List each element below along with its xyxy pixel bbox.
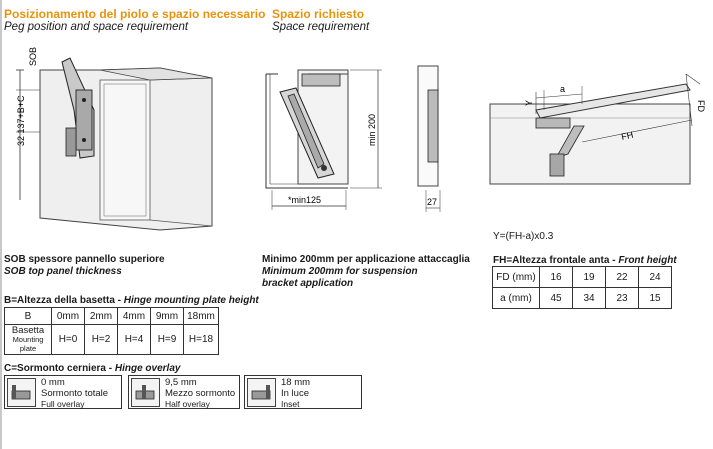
overlay-en: Inset (281, 399, 300, 409)
dim-fd-label: FD (696, 100, 706, 112)
b-header-label: B (5, 308, 52, 325)
b-header: 4mm (118, 308, 151, 325)
c-table-title: C=Sormonto cerniera - Hinge overlay (4, 363, 181, 374)
overlay-size: 9,5 mm (165, 377, 197, 388)
overlay-en: Full overlay (41, 399, 85, 409)
fh-table (492, 266, 672, 309)
b-value: H=0 (52, 325, 85, 355)
dim-27-label: 27 (427, 197, 438, 207)
peg-height-label: 32 137+B+C (16, 95, 26, 146)
b-value: H=4 (118, 325, 151, 355)
inset-icon (247, 378, 276, 407)
bracket-note-en-2: bracket application (262, 278, 354, 289)
min200-label: min 200 (367, 113, 377, 146)
b-header: 2mm (85, 308, 118, 325)
y-formula: Y=(FH-a)x0.3 (493, 231, 554, 242)
full-overlay-icon (7, 378, 36, 407)
min125-label: *min125 (288, 195, 322, 205)
b-table-title: B=Altezza della basetta - Hinge mounting plate height (4, 295, 259, 306)
fh-cell: 19 (573, 267, 606, 288)
b-value: H=2 (85, 325, 118, 355)
overlay-size: 0 mm (41, 377, 65, 388)
b-table (4, 307, 219, 355)
bracket-note-it: Minimo 200mm per applicazione attaccaglia (262, 254, 470, 265)
b-header: 18mm (184, 308, 219, 325)
heading-mid-it: Spazio richiesto (272, 7, 365, 21)
fh-cell: 22 (606, 267, 639, 288)
b-value: H=9 (151, 325, 184, 355)
fh-cell: 45 (540, 288, 573, 309)
fh-cell: 23 (606, 288, 639, 309)
overlay-size: 18 mm (281, 377, 311, 388)
bracket-note-en-1: Minimum 200mm for suspension (262, 266, 418, 277)
fh-table-row-a (493, 288, 672, 309)
heading-mid-en: Space requirement (272, 21, 370, 33)
dim-fh-label: FH (620, 129, 635, 142)
fh-row2-label: a (mm) (493, 288, 540, 309)
b-header: 9mm (151, 308, 184, 325)
fh-cell: 16 (540, 267, 573, 288)
overlay-en: Half overlay (165, 399, 210, 409)
fh-cell: 24 (639, 267, 672, 288)
fh-cell: 34 (573, 288, 606, 309)
overlay-full (4, 375, 122, 409)
space-requirement-diagram (258, 40, 458, 220)
sob-label: SOB (28, 46, 38, 66)
b-table-value-row (5, 325, 219, 355)
b-header: 0mm (52, 308, 85, 325)
front-height-diagram (486, 70, 708, 200)
overlay-it: In luce (281, 388, 309, 399)
overlay-inset (244, 375, 362, 409)
b-row-label: Basetta Mounting plate (5, 325, 52, 355)
heading-left-en: Peg position and space requirement (4, 21, 189, 33)
fh-table-row-fd (493, 267, 672, 288)
half-overlay-icon (131, 378, 160, 407)
b-value: H=18 (184, 325, 219, 355)
b-table-header-row (5, 308, 219, 325)
heading-left-it: Posizionamento del piolo e spazio necessario (4, 7, 266, 21)
peg-position-diagram (0, 40, 250, 240)
dim-a-label: a (560, 84, 566, 94)
fh-row1-label: FD (mm) (493, 267, 540, 288)
fh-table-title: FH=Altezza frontale anta - Front height (493, 255, 677, 266)
sob-note-en: SOB top panel thickness (4, 266, 122, 277)
dim-y-label: Y (524, 99, 534, 106)
fh-cell: 15 (639, 288, 672, 309)
overlay-it: Sormonto totale (41, 388, 109, 399)
sob-note-it: SOB spessore pannello superiore (4, 254, 165, 265)
overlay-half (128, 375, 240, 409)
overlay-it: Mezzo sormonto (165, 388, 236, 399)
